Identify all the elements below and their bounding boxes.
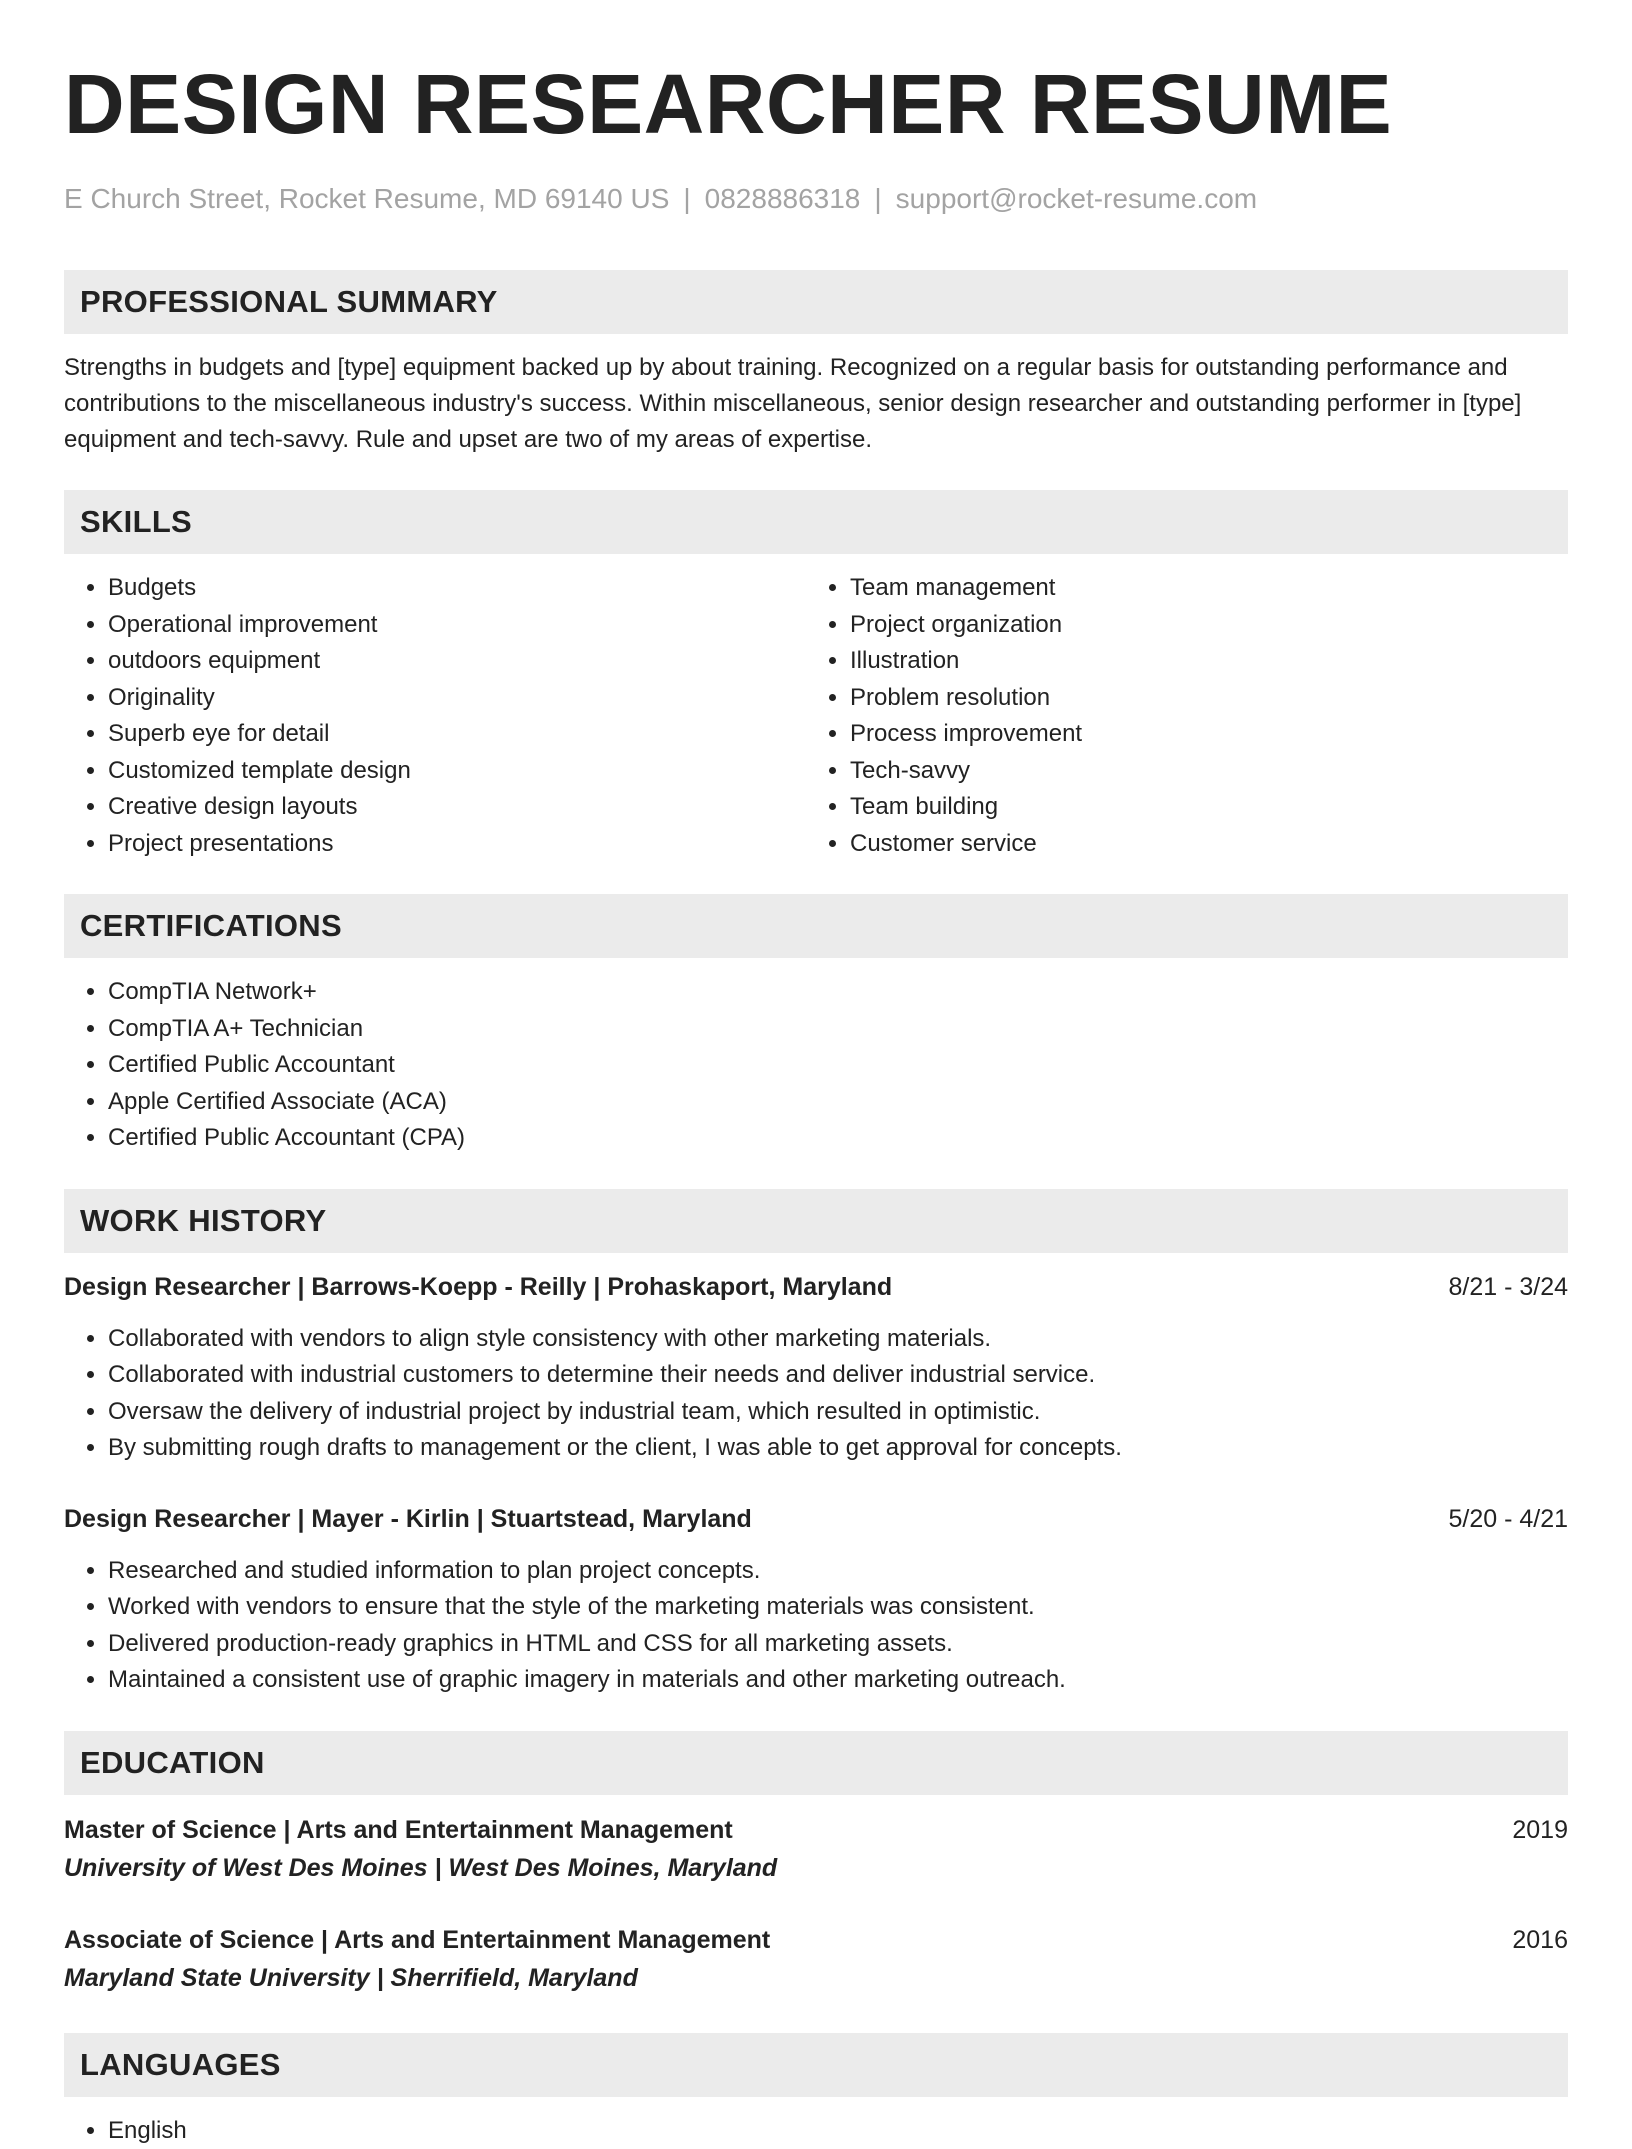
section-header-languages [64,2033,1568,2097]
section-header-summary [64,270,1568,334]
skill-item: • outdoors equipment [108,643,806,680]
section-heading: CERTIFICATIONS [80,908,342,944]
certification-item: • Certified Public Accountant [108,1047,1568,1084]
job-bullet: • By submitting rough drafts to management or the client, I was able to get approval for concepts. [108,1430,1568,1467]
job-dates: 8/21 - 3/24 [1448,1269,1568,1305]
certifications-list [64,974,1568,1157]
job-title: Design Researcher | Barrows-Koepp - Reilly | Prohaskaport, Maryland [64,1269,892,1305]
education-degree: Associate of Science | Arts and Entertainment Management [64,1921,770,1959]
skill-item: • Team building [850,789,1548,826]
contact-line [64,180,1568,218]
job-bullet: • Collaborated with industrial customers to determine their needs and deliver industrial service. [108,1357,1568,1394]
languages-list [64,2113,1568,2149]
education-school: University of West Des Moines | West Des Moines, Maryland [64,1849,1568,1887]
skill-item: • Project organization [850,607,1548,644]
contact-email: support@rocket-resume.com [896,183,1257,214]
skill-item: • Budgets [108,570,806,607]
education-school: Maryland State University | Sherrifield, Maryland [64,1959,1568,1997]
skill-item: • Team management [850,570,1548,607]
section-heading: WORK HISTORY [80,1203,326,1239]
certification-item: • CompTIA Network+ [108,974,1568,1011]
certification-item: • Apple Certified Associate (ACA) [108,1084,1568,1121]
education-degree: Master of Science | Arts and Entertainment Management [64,1811,733,1849]
job-bullet: • Worked with vendors to ensure that the style of the marketing materials was consistent. [108,1589,1568,1626]
skill-item: • Operational improvement [108,607,806,644]
skill-item: • Superb eye for detail [108,716,806,753]
education-year: 2016 [1512,1921,1568,1959]
contact-separator: | [683,180,690,218]
skill-item: • Project presentations [108,826,806,863]
skill-item: • Process improvement [850,716,1548,753]
job-entry [64,1501,1568,1699]
skill-item: • Customer service [850,826,1548,863]
contact-separator: | [874,180,881,218]
skill-item: • Creative design layouts [108,789,806,826]
section-heading: SKILLS [80,504,192,540]
section-header-work-history [64,1189,1568,1253]
certification-item: • CompTIA A+ Technician [108,1011,1568,1048]
contact-phone: 0828886318 [705,183,861,214]
job-bullet: • Delivered production-ready graphics in HTML and CSS for all marketing assets. [108,1626,1568,1663]
resume-title: DESIGN RESEARCHER RESUME [64,48,1568,160]
job-header [64,1501,1568,1537]
education-entry [64,1921,1568,1997]
job-bullets [64,1553,1568,1699]
section-header-education [64,1731,1568,1795]
skills-grid [64,554,1568,862]
section-heading: PROFESSIONAL SUMMARY [80,284,498,320]
job-bullet: • Maintained a consistent use of graphic imagery in materials and other marketing outreach. [108,1662,1568,1699]
skill-item: • Illustration [850,643,1548,680]
skill-item: • Originality [108,680,806,717]
education-entry [64,1811,1568,1887]
job-bullets [64,1321,1568,1467]
section-heading: EDUCATION [80,1745,265,1781]
section-header-skills [64,490,1568,554]
job-header [64,1269,1568,1305]
section-heading: LANGUAGES [80,2047,281,2083]
summary-text: Strengths in budgets and [type] equipment backed up by about training. Recognized on a regular basis for outstanding performance and contributions to the miscellaneous industry's success. Within miscellaneous, senior design researcher and outstanding performer in [type] equipment and tech-savvy. Rule and upset are two of my areas of expertise. [64,350,1568,458]
education-year: 2019 [1512,1811,1568,1849]
job-title: Design Researcher | Mayer - Kirlin | Stuartstead, Maryland [64,1501,752,1537]
job-dates: 5/20 - 4/21 [1448,1501,1568,1537]
skill-item: • Customized template design [108,753,806,790]
job-bullet: • Collaborated with vendors to align style consistency with other marketing materials. [108,1321,1568,1358]
education-header [64,1811,1568,1849]
certification-item: • Certified Public Accountant (CPA) [108,1120,1568,1157]
education-header [64,1921,1568,1959]
job-bullet: • Oversaw the delivery of industrial project by industrial team, which resulted in optimistic. [108,1394,1568,1431]
language-item: • English [108,2113,1568,2149]
resume-content [64,48,1568,2149]
contact-address: E Church Street, Rocket Resume, MD 69140 US [64,183,669,214]
skills-list-left [64,570,806,862]
skills-list-right [806,570,1548,862]
skill-item: • Tech-savvy [850,753,1548,790]
section-header-certifications [64,894,1568,958]
job-bullet: • Researched and studied information to plan project concepts. [108,1553,1568,1590]
job-entry [64,1269,1568,1467]
skill-item: • Problem resolution [850,680,1548,717]
